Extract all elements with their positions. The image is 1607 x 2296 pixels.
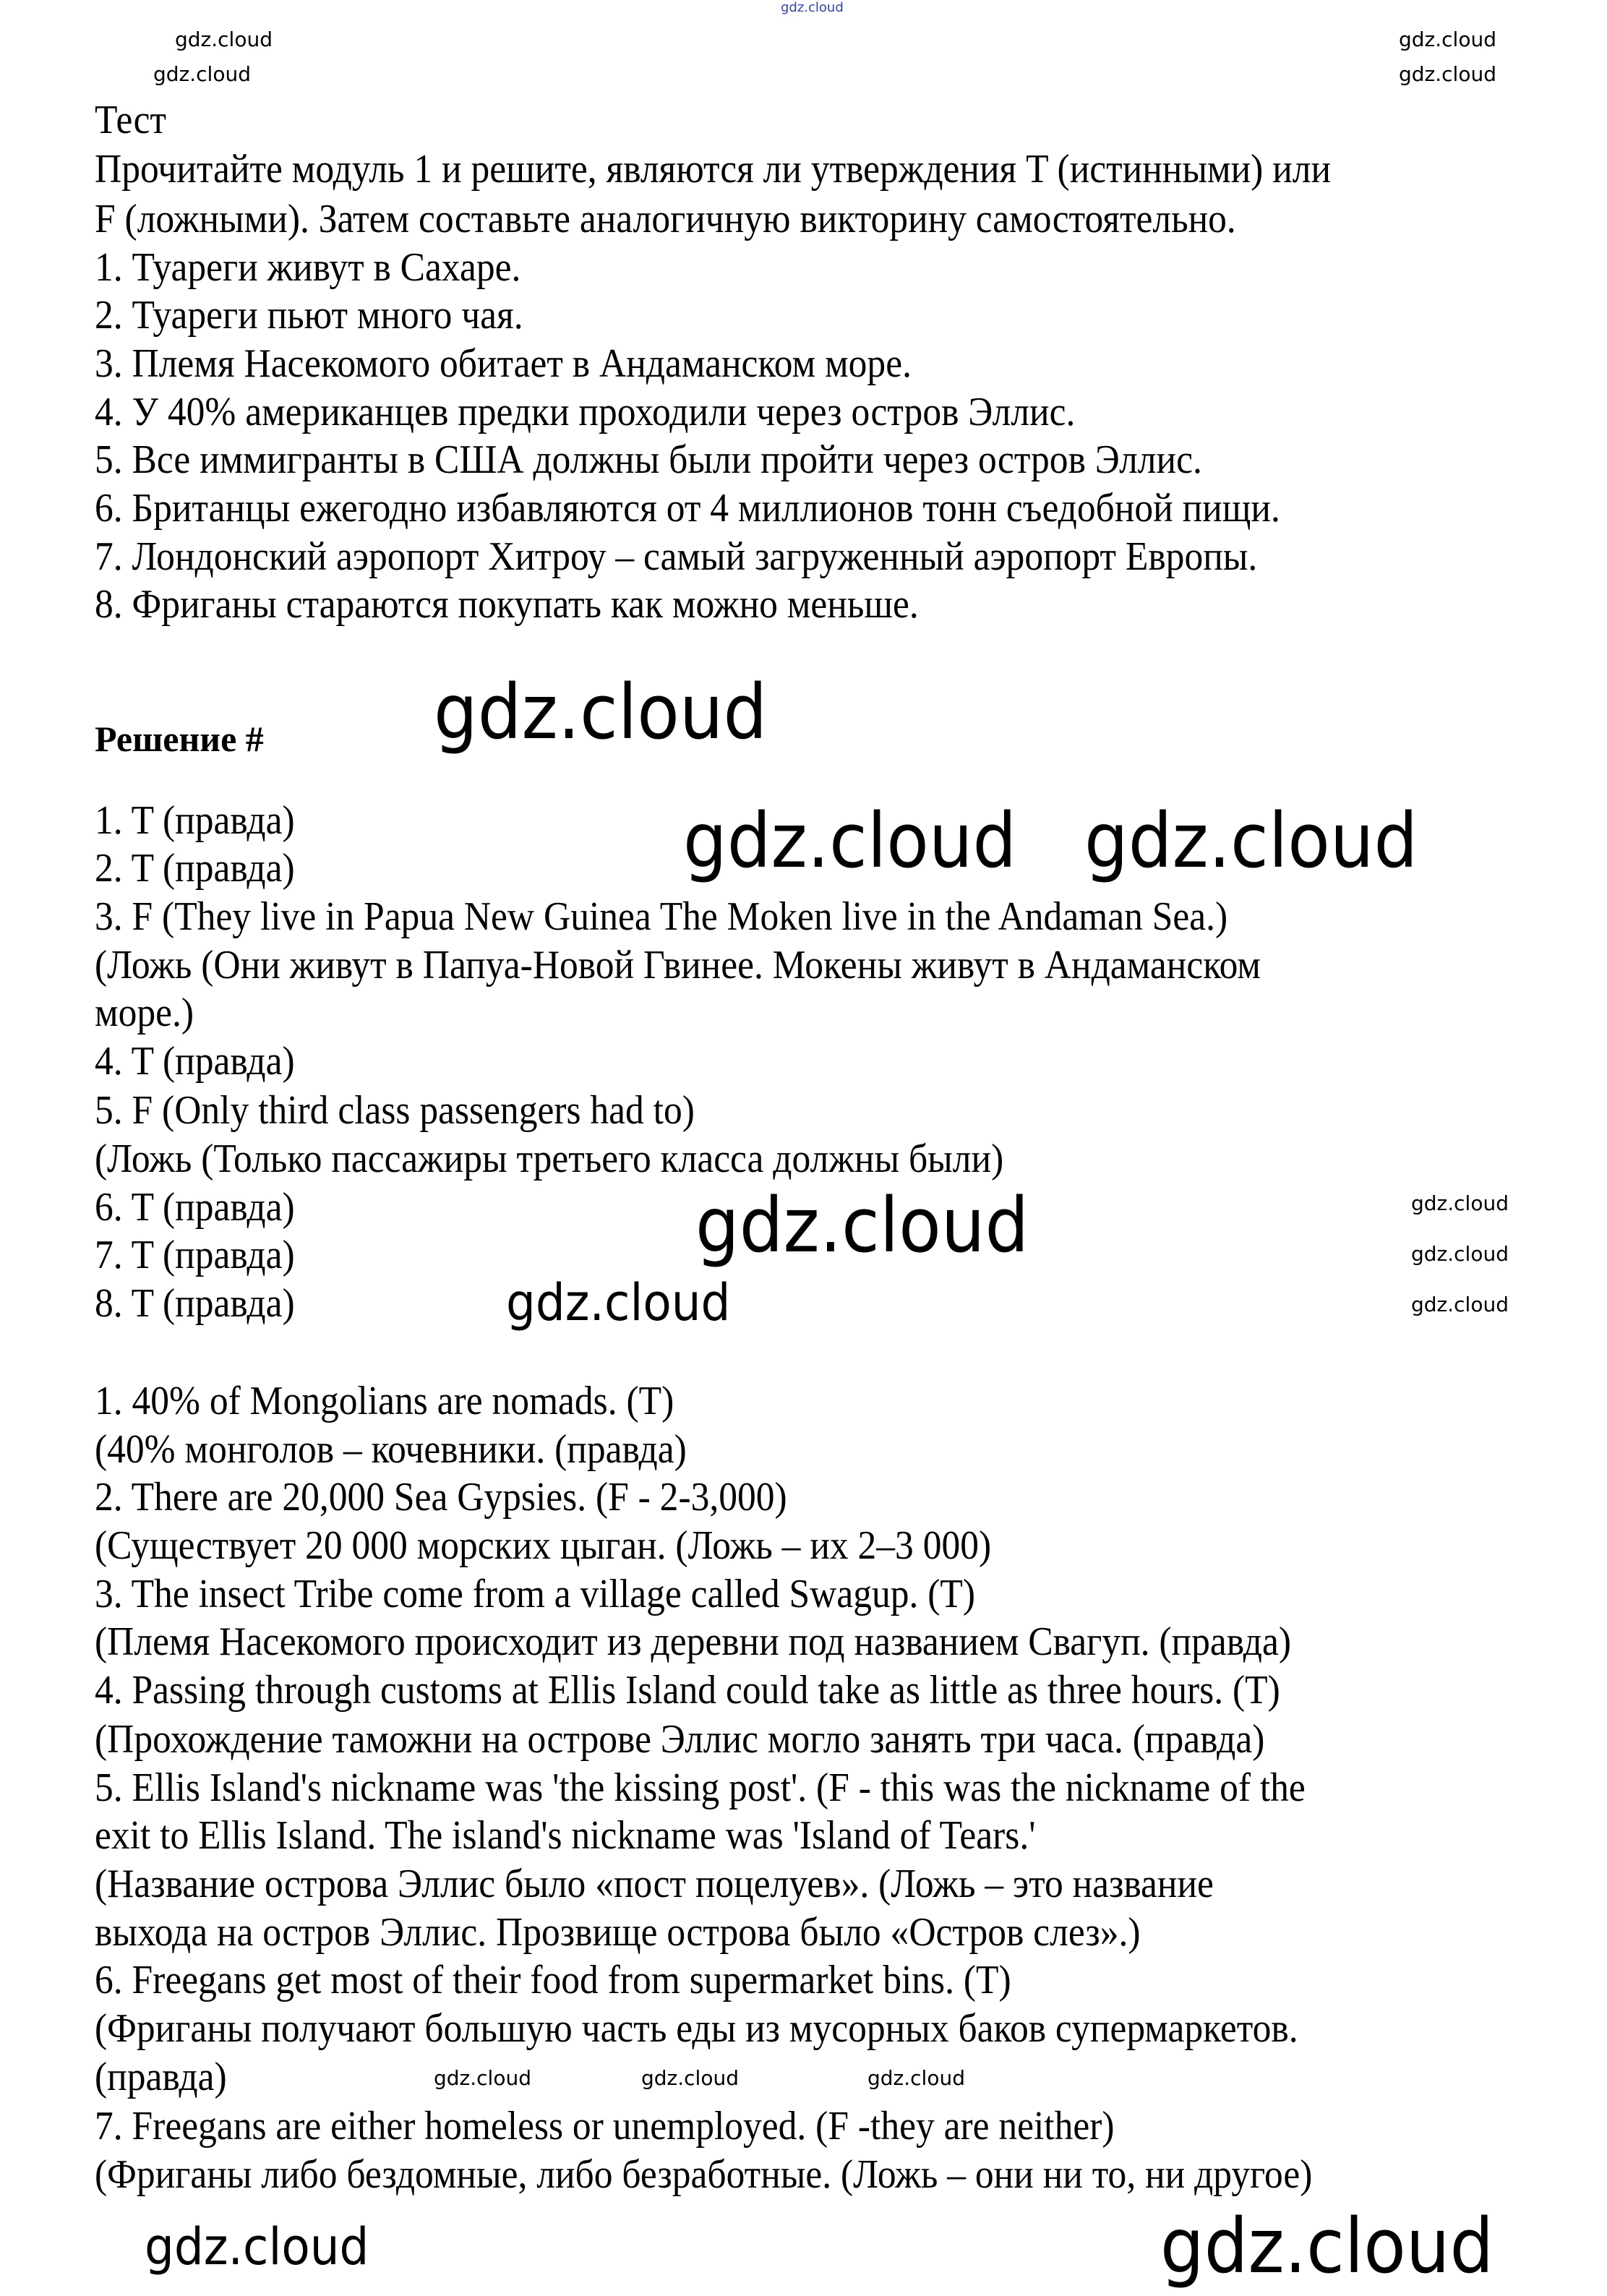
watermark: gdz.cloud	[153, 62, 251, 86]
solution-line: (Ложь (Они живут в Папуа-Новой Гвинее. Мокены живут в Андаманском	[95, 943, 1261, 988]
solution-line: (Существует 20 000 морских цыган. (Ложь – их 2–3 000)	[95, 1523, 992, 1568]
solution-line: 7. Freegans are either homeless or unemployed. (F -they are neither)	[95, 2104, 1115, 2149]
watermark: gdz.cloud	[1411, 1191, 1509, 1215]
solution-line: (40% монголов – кочевники. (правда)	[95, 1427, 687, 1472]
solution-line: (Прохождение таможни на острове Эллис могло занять три часа. (правда)	[95, 1717, 1265, 1762]
watermark: gdz.cloud	[145, 2217, 369, 2276]
solution-line: (Фриганы либо бездомные, либо безработные. (Ложь – они ни то, ни другое)	[95, 2152, 1313, 2197]
task-item: 8. Фриганы стараются покупать как можно меньше.	[95, 582, 919, 627]
solution-line: (правда)	[95, 2055, 227, 2099]
solution-line: 1. 40% of Mongolians are nomads. (T)	[95, 1379, 674, 1423]
watermark: gdz.cloud	[434, 2066, 531, 2090]
task-item: 1. Туареги живут в Сахаре.	[95, 245, 521, 290]
task-item: 4. У 40% американцев предки проходили через остров Эллис.	[95, 390, 1076, 434]
watermark: gdz.cloud	[1160, 2202, 1494, 2290]
solution-line: 3. The insect Tribe come from a village called Swagup. (T)	[95, 1572, 976, 1616]
instruction-line: F (ложными). Затем составьте аналогичную викторину самостоятельно.	[95, 197, 1236, 241]
solution-line: море.)	[95, 990, 194, 1035]
watermark: gdz.cloud	[695, 1181, 1029, 1269]
solution-line: 5. Ellis Island's nickname was 'the kissing post'. (F - this was the nickname of the	[95, 1765, 1306, 1810]
watermark-top: gdz.cloud	[781, 0, 844, 15]
task-item: 7. Лондонский аэропорт Хитроу – самый загруженный аэропорт Европы.	[95, 534, 1258, 579]
solution-line: 2. There are 20,000 Sea Gypsies. (F - 2-3,000)	[95, 1475, 787, 1520]
solution-line: (Ложь (Только пассажиры третьего класса должны были)	[95, 1136, 1004, 1181]
watermark: gdz.cloud	[1399, 62, 1496, 86]
solution-line: 6. T (правда)	[95, 1185, 295, 1230]
solution-line: 5. F (Only third class passengers had to)	[95, 1088, 695, 1133]
task-title: Тест	[95, 98, 167, 142]
solution-line: 1. T (правда)	[95, 798, 295, 843]
watermark: gdz.cloud	[867, 2066, 965, 2090]
watermark: gdz.cloud	[175, 27, 273, 51]
solution-line: 2. T (правда)	[95, 846, 295, 891]
solution-heading: Решение #	[95, 719, 264, 759]
solution-line: выхода на остров Эллис. Прозвище острова было «Остров слез».)	[95, 1910, 1141, 1955]
watermark: gdz.cloud	[1399, 27, 1496, 51]
task-item: 3. Племя Насекомого обитает в Андаманском море.	[95, 341, 912, 386]
watermark: gdz.cloud	[1411, 1293, 1509, 1316]
solution-line: 4. T (правда)	[95, 1039, 295, 1084]
solution-line: (Племя Насекомого происходит из деревни под названием Свагуп. (правда)	[95, 1619, 1292, 1664]
watermark: gdz.cloud	[1411, 1242, 1509, 1266]
task-item: 2. Туареги пьют много чая.	[95, 293, 523, 338]
solution-line: 7. T (правда)	[95, 1233, 295, 1277]
solution-line: (Название острова Эллис было «пост поцелуев». (Ложь – это название	[95, 1862, 1214, 1906]
watermark: gdz.cloud	[1084, 797, 1418, 885]
watermark: gdz.cloud	[434, 668, 768, 756]
watermark: gdz.cloud	[506, 1273, 731, 1332]
solution-line: 3. F (They live in Papua New Guinea The Moken live in the Andaman Sea.)	[95, 894, 1228, 939]
solution-line: exit to Ellis Island. The island's nickname was 'Island of Tears.'	[95, 1813, 1036, 1858]
solution-line: 6. Freegans get most of their food from supermarket bins. (T)	[95, 1958, 1011, 2002]
task-item: 5. Все иммигранты в США должны были пройти через остров Эллис.	[95, 437, 1202, 482]
instruction-line: Прочитайте модуль 1 и решите, являются ли утверждения T (истинными) или	[95, 147, 1332, 192]
watermark: gdz.cloud	[683, 797, 1017, 885]
solution-line: 4. Passing through customs at Ellis Island could take as little as three hours. (T)	[95, 1668, 1280, 1713]
solution-line: 8. T (правда)	[95, 1281, 295, 1326]
solution-line: (Фриганы получают большую часть еды из мусорных баков супермаркетов.	[95, 2006, 1298, 2051]
task-item: 6. Британцы ежегодно избавляются от 4 миллионов тонн съедобной пищи.	[95, 486, 1280, 531]
watermark: gdz.cloud	[641, 2066, 739, 2090]
